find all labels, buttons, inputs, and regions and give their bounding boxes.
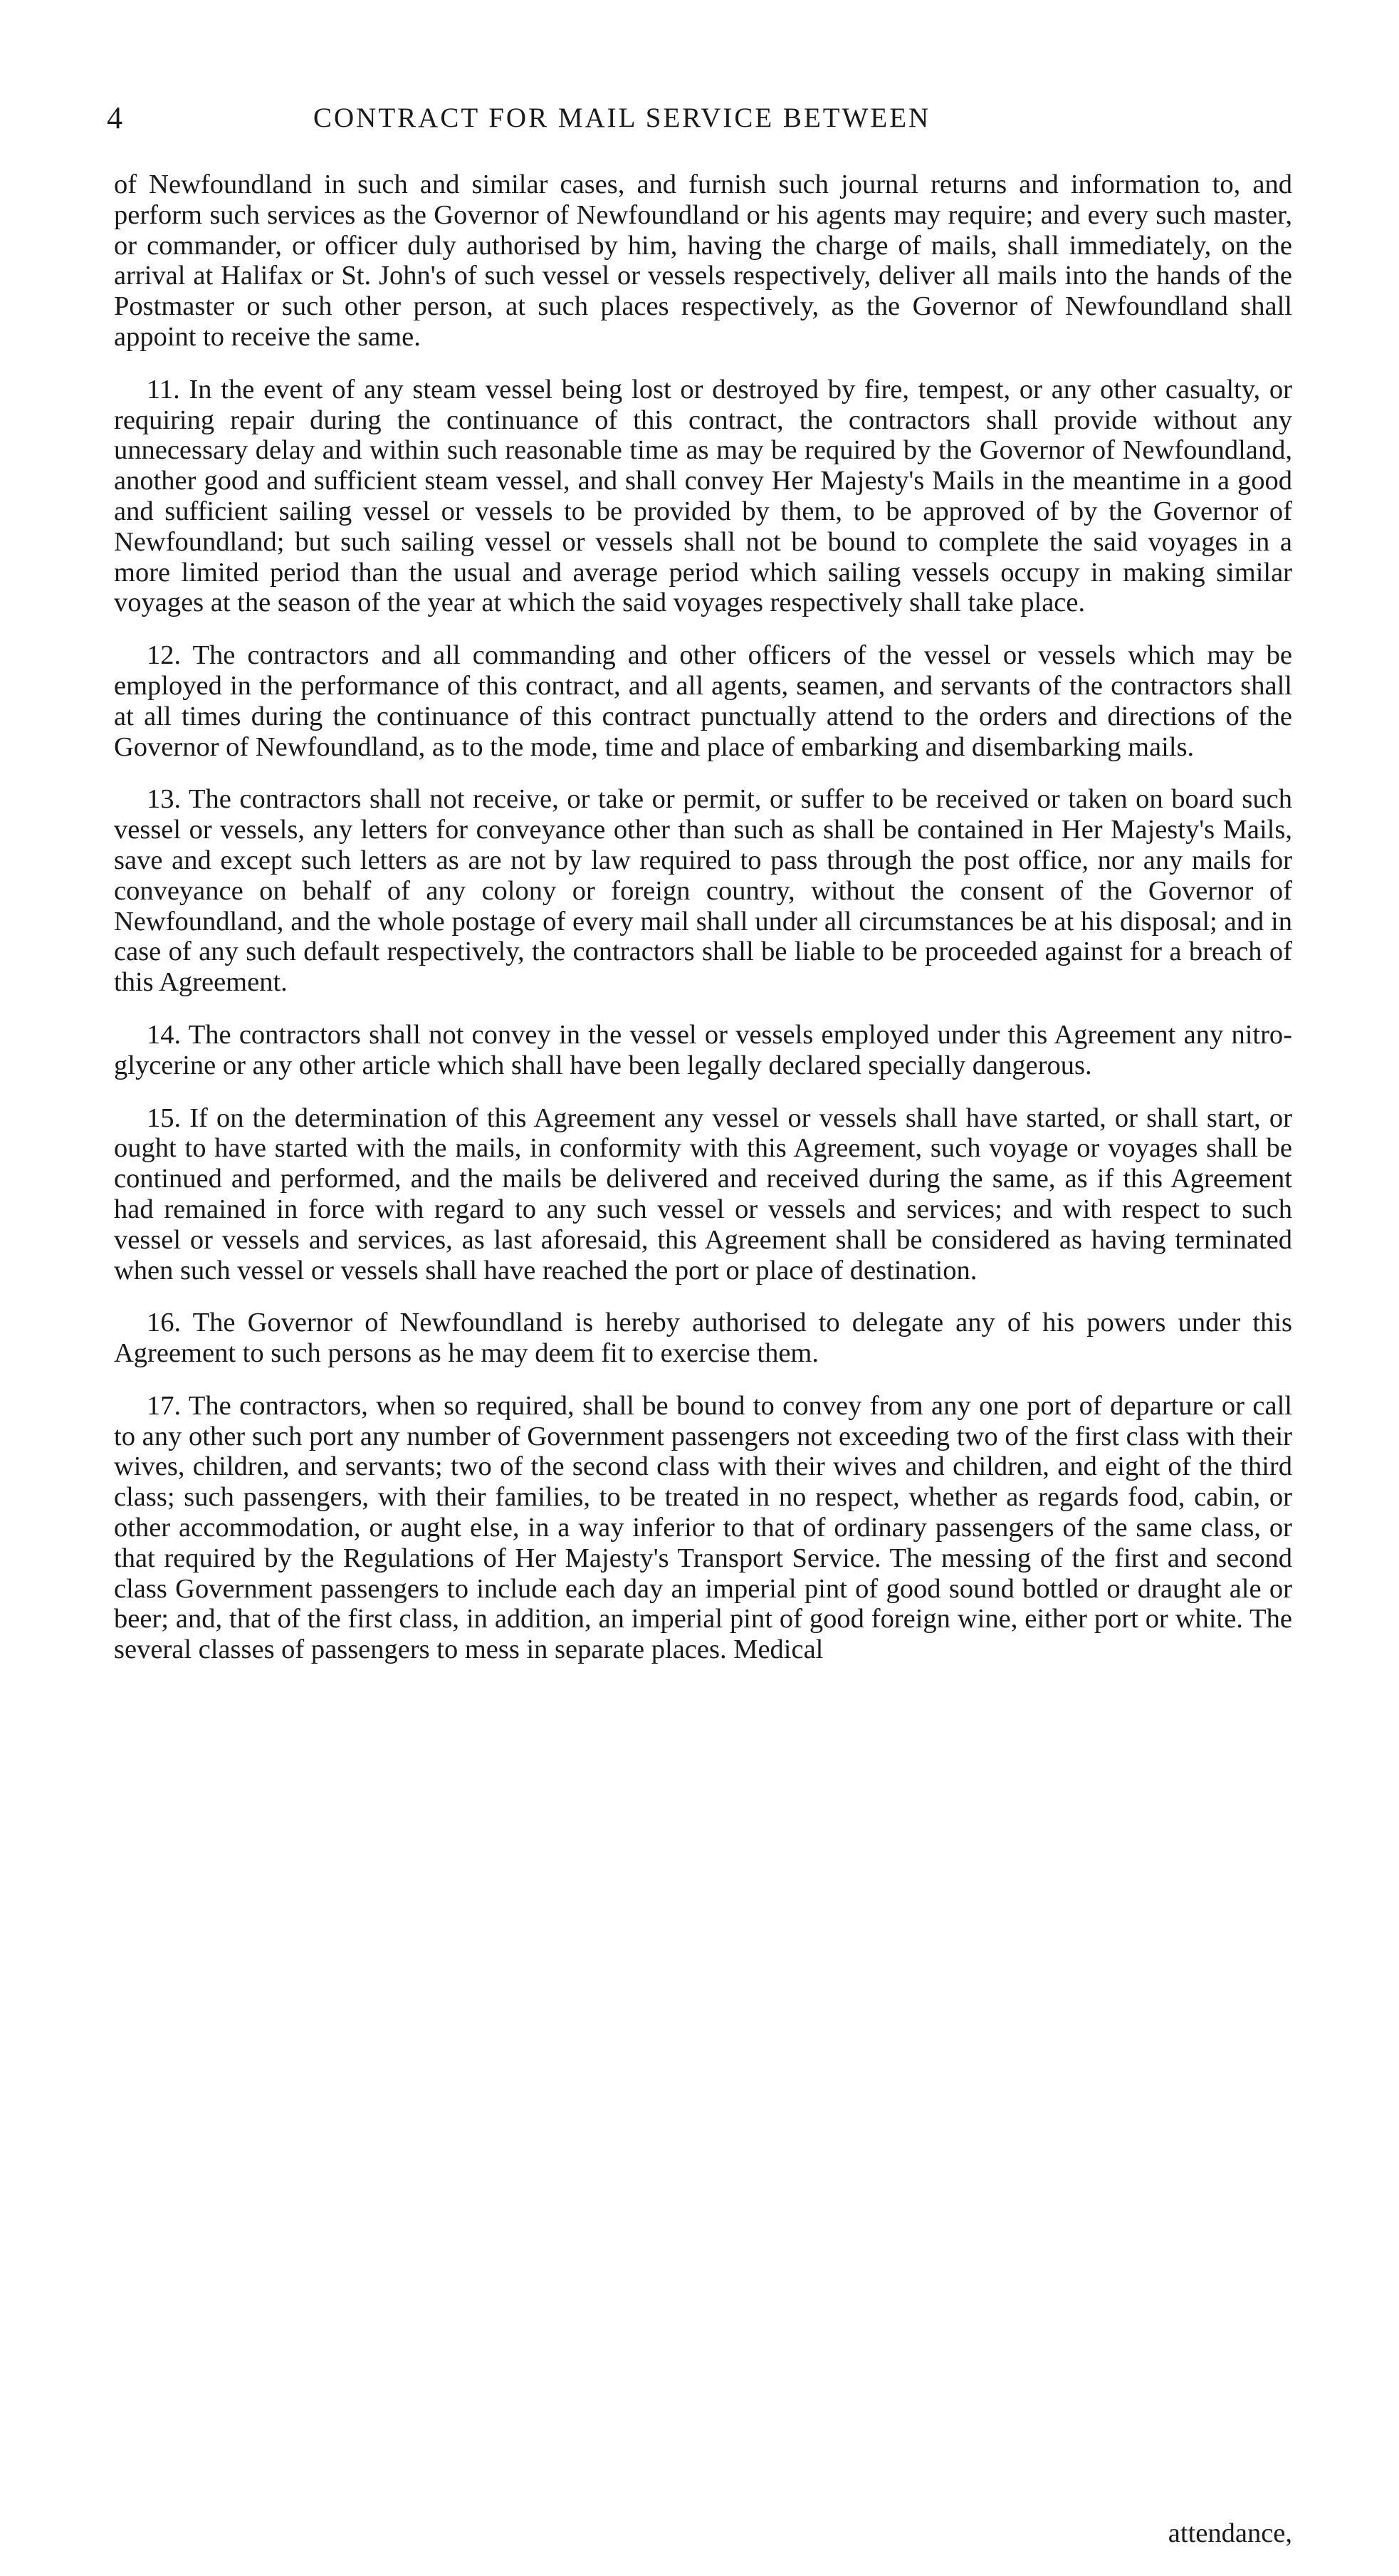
paragraph-14: 14. The contractors shall not convey in the vessel or vessels employed under this Agreement any nitro-glycerine or any other article which shall have been legally declared specially dangerous.	[114, 1019, 1292, 1080]
paragraph-15: 15. If on the determination of this Agreement any vessel or vessels shall have started, or shall start, or ought to have started with the mails, in conformity with this Agreement, such voyage or voyages shall be continued and performed, and the mails be delivered and received during the same, as if this Agreement had remained in force with regard to any such vessel or vessels and services; and with respect to such vessel or vessels and services, as last aforesaid, this Agreement shall be considered as having terminated when such vessel or vessels shall have reached the port or place of destination.	[114, 1102, 1292, 1286]
paragraph-16: 16. The Governor of Newfoundland is hereby authorised to delegate any of his powers under this Agreement to such persons as he may deem fit to exercise them.	[114, 1308, 1292, 1369]
page-number: 4	[107, 100, 122, 135]
paragraph-13: 13. The contractors shall not receive, or take or permit, or suffer to be received or taken on board such vessel or vessels, any letters for conveyance other than such as shall be contained in Her Majesty's Mails, save and except such letters as are not by law required to pass through the post office, nor any mails for conveyance on behalf of any colony or foreign country, without the consent of the Governor of Newfoundland, and the whole postage of every mail shall under all circumstances be at his disposal; and in case of any such default respectively, the contractors shall be liable to be proceeded against for a breach of this Agreement.	[114, 784, 1292, 998]
document-body	[114, 170, 1292, 1687]
paragraph-17: 17. The contractors, when so required, shall be bound to convey from any one port of departure or call to any other such port any number of Government passengers not exceeding two of the first class with their wives, children, and servants; two of the second class with their wives and children, and eight of the third class; such passengers, with their families, to be treated in no respect, whether as regards food, cabin, or other accommodation, or aught else, in a way inferior to that of ordinary passengers of the same class, or that required by the Regulations of Her Majesty's Transport Service. The messing of the first and second class Government passengers to include each day an imperial pint of good sound bottled or draught ale or beer; and, that of the first class, in addition, an imperial pint of good foreign wine, either port or white. The several classes of passengers to mess in separate places. Medical	[114, 1390, 1292, 1665]
paragraph-12: 12. The contractors and all commanding and other officers of the vessel or vessels which may be employed in the performance of this contract, and all agents, seamen, and servants of the contractors shall at all times during the continuance of this contract punctually attend to the orders and directions of the Governor of Newfoundland, as to the mode, time and place of embarking and disembarking mails.	[114, 640, 1292, 762]
paragraph-continuation: of Newfoundland in such and similar cases, and furnish such journal returns and information to, and perform such services as the Governor of Newfoundland or his agents may require; and every such master, or commander, or officer duly authorised by him, having the charge of mails, shall immediately, on the arrival at Halifax or St. John's of such vessel or vessels respectively, deliver all mails into the hands of the Postmaster or such other person, at such places respectively, as the Governor of Newfoundland shall appoint to receive the same.	[114, 170, 1292, 352]
paragraph-11: 11. In the event of any steam vessel being lost or destroyed by fire, tempest, or any other casualty, or requiring repair during the continuance of this contract, the contractors shall provide without any unnecessary delay and within such reasonable time as may be required by the Governor of Newfoundland, another good and sufficient steam vessel, and shall convey Her Majesty's Mails in the meantime in a good and sufficient sailing vessel or vessels to be provided by them, to be approved of by the Governor of Newfoundland; but such sailing vessel or vessels shall not be bound to complete the said voyages in a more limited period than the usual and average period which sailing vessels occupy in making similar voyages at the season of the year at which the said voyages respectively shall take place.	[114, 374, 1292, 618]
running-head: CONTRACT FOR MAIL SERVICE BETWEEN	[313, 103, 931, 133]
page-header	[107, 97, 1317, 140]
catchword: attendance,	[1168, 2518, 1292, 2548]
